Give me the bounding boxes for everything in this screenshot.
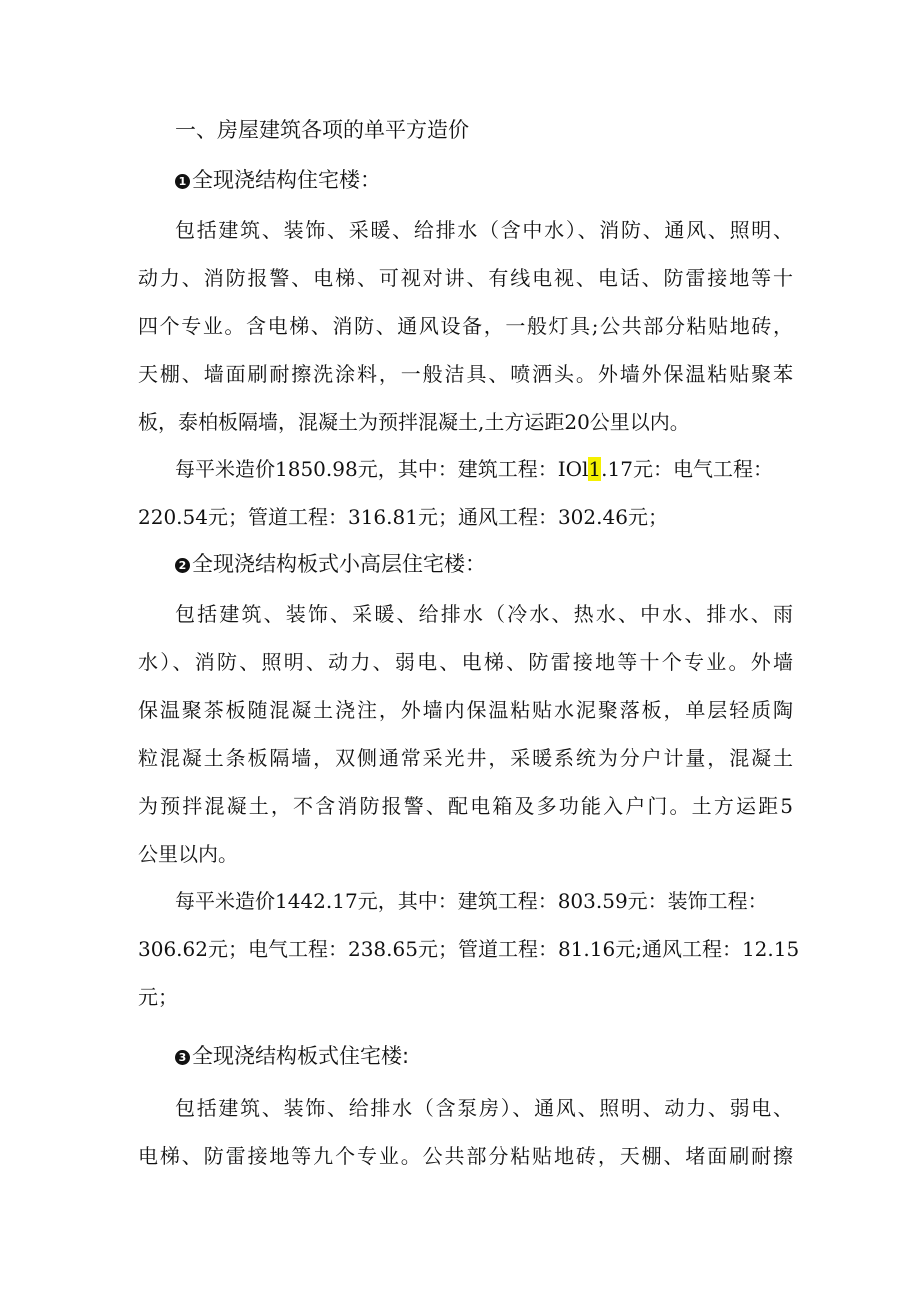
item-1-heading <box>175 164 381 196</box>
item-1-marker-icon: 1 <box>175 174 190 189</box>
item-1-heading-text: 全现浇结构住宅楼： <box>192 168 381 192</box>
item-2-desc-line: 水）、消防、照明、动力、弱电、电梯、防雷接地等十个专业。外墙 <box>138 650 793 674</box>
item-1-description <box>138 206 793 446</box>
item-2-cost <box>138 877 800 1021</box>
item-3-heading-text: 全现浇结构板式住宅楼: <box>192 1044 410 1068</box>
item-1-desc-line: 动力、消防报警、电梯、可视对讲、有线电视、电话、防雷接地等十 <box>138 266 793 290</box>
item-1-cost-line <box>138 445 788 493</box>
section-title: 一、房屋建筑各项的单平方造价 <box>175 118 469 142</box>
item-1-desc-line: 四个专业。含电梯、消防、通风设备，一般灯具;公共部分粘贴地砖， <box>138 314 793 338</box>
item-2-desc-line: 保温聚茶板随混凝土浇注，外墙内保温粘贴水泥聚落板，单层轻质陶 <box>138 698 793 722</box>
item-3-heading <box>175 1040 409 1072</box>
item-1-desc-line: 天棚、墙面刷耐擦洗涂料，一般洁具、喷洒头。外墙外保温粘贴聚苯 <box>138 362 793 386</box>
item-1-desc-line: 板，泰柏板隔墙，混凝土为预拌混凝土,土方运距20公里以内。 <box>138 410 690 434</box>
item-1-cost-suffix: .17元：电气工程： <box>601 457 773 481</box>
item-1-cost-line: 220.54元；管道工程：316.81元；通风工程：302.46元； <box>138 505 668 529</box>
item-2-cost-line: 元； <box>138 985 178 1009</box>
item-2-description <box>138 590 793 878</box>
item-2-heading <box>175 548 486 580</box>
item-2-desc-line: 粒混凝土条板隔墙，双侧通常采光井，采暖系统为分户计量，混凝土 <box>138 746 793 770</box>
item-1-cost-highlight: 1 <box>588 457 602 481</box>
item-2-heading-text: 全现浇结构板式小高层住宅楼： <box>192 552 486 576</box>
item-1-cost <box>138 445 788 541</box>
item-3-marker-icon: 3 <box>175 1050 190 1065</box>
item-3-description <box>138 1084 793 1180</box>
item-3-desc-line: 电梯、防雷接地等九个专业。公共部分粘贴地砖，天棚、堵面刷耐擦 <box>138 1144 793 1168</box>
item-1-cost-prefix: 每平米造价1850.98元，其中：建筑工程：IOl <box>175 457 589 481</box>
item-3-desc-line: 包括建筑、装饰、给排水（含泵房）、通风、照明、动力、弱电、 <box>175 1096 793 1120</box>
item-1-desc-line: 包括建筑、装饰、采暖、给排水（含中水）、消防、通风、照明、 <box>175 218 793 242</box>
item-2-desc-line: 包括建筑、装饰、采暖、给排水（冷水、热水、中水、排水、雨 <box>175 602 793 626</box>
item-2-desc-line: 公里以内。 <box>138 842 238 866</box>
item-2-desc-line: 为预拌混凝土，不含消防报警、配电箱及多功能入户门。土方运距5 <box>138 794 793 818</box>
item-2-cost-line: 每平米造价1442.17元，其中：建筑工程：803.59元：装饰工程： <box>175 889 768 913</box>
item-2-marker-icon: 2 <box>175 558 190 573</box>
item-2-cost-line: 306.62元；电气工程：238.65元；管道工程：81.16元;通风工程：12.15 <box>138 937 800 961</box>
